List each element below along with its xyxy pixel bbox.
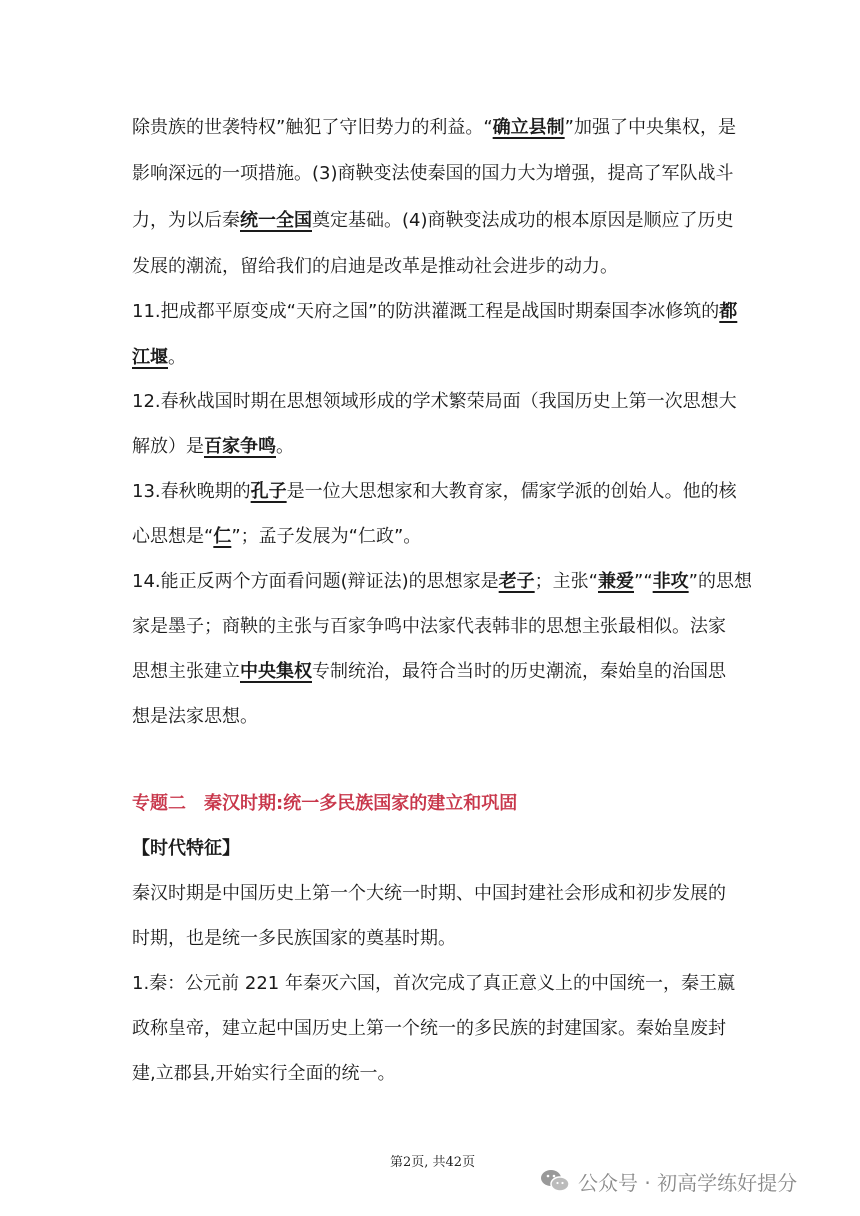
key-term: 仁 [213, 526, 232, 547]
text-line: 力，为以后秦统一全国奠定基础。(4)商鞅变法成功的根本原因是顺应了历史 [132, 210, 734, 231]
key-term: 中央集权 [240, 661, 312, 682]
watermark-text: 公众号 · 初高学练好提分 [578, 1170, 798, 1195]
text-line: 发展的潮流，留给我们的启迪是改革是推动社会进步的动力。 [132, 256, 618, 277]
text-line: 解放）是百家争鸣。 [132, 436, 294, 457]
text-line: 政称皇帝，建立起中国历史上第一个统一的多民族的封建国家。秦始皇废封 [132, 1018, 726, 1039]
key-term: 统一全国 [240, 210, 312, 231]
section-heading: 专题二 秦汉时期:统一多民族国家的建立和巩固 [132, 793, 518, 814]
page-number: 第2页, 共42页 [390, 1155, 476, 1170]
key-term: 老子 [498, 571, 535, 592]
text-line: 思想主张建立中央集权专制统治，最符合当时的历史潮流，秦始皇的治国思 [132, 661, 726, 682]
key-term: 兼爱 [598, 571, 634, 592]
text-line: 1.秦：公元前 221 年秦灭六国，首次完成了真正意义上的中国统一，秦王嬴 [132, 973, 735, 994]
text-line: 12.春秋战国时期在思想领域形成的学术繁荣局面（我国历史上第一次思想大 [132, 391, 737, 412]
text-line: 建,立郡县,开始实行全面的统一。 [132, 1063, 396, 1084]
key-term: 百家争鸣 [204, 436, 276, 457]
key-term: 江堰 [132, 347, 168, 368]
text-line: 影响深远的一项措施。(3)商鞅变法使秦国的国力大为增强，提高了军队战斗 [132, 163, 734, 184]
text-line: 家是墨子；商鞅的主张与百家争鸣中法家代表韩非的思想主张最相似。法家 [132, 616, 726, 637]
key-term: 孔子 [250, 481, 287, 502]
text-line: 除贵族的世袭特权”触犯了守旧势力的利益。“确立县制”加强了中央集权，是 [132, 117, 736, 138]
text-line: 14.能正反两个方面看问题(辩证法)的思想家是老子；主张“兼爱”“非攻”的思想 [132, 571, 752, 592]
key-term: 非攻 [652, 571, 689, 592]
text-line: 秦汉时期是中国历史上第一个大统一时期、中国封建社会形成和初步发展的 [132, 883, 726, 904]
section-subheading: 【时代特征】 [132, 838, 240, 859]
text-line: 时期，也是统一多民族国家的奠基时期。 [132, 928, 456, 949]
text-line: 11.把成都平原变成“天府之国”的防洪灌溉工程是战国时期秦国李冰修筑的都 [132, 301, 738, 322]
text-line: 江堰。 [132, 347, 186, 368]
key-term: 确立县制 [492, 117, 565, 138]
key-term: 都 [719, 301, 738, 322]
text-line: 想是法家思想。 [132, 706, 258, 727]
wechat-icon [540, 1168, 570, 1194]
watermark [540, 1166, 797, 1196]
text-line: 13.春秋晚期的孔子是一位大思想家和大教育家，儒家学派的创始人。他的核 [132, 481, 737, 502]
text-line: 心思想是“仁”；孟子发展为“仁政”。 [132, 526, 422, 547]
